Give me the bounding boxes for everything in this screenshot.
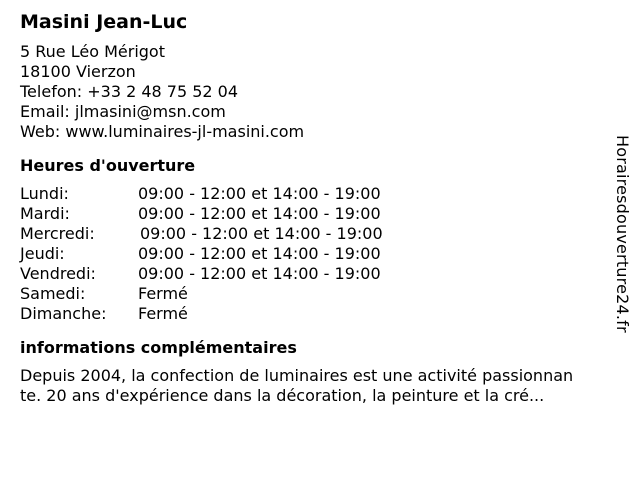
day-label: Jeudi: — [20, 244, 65, 263]
day-label: Vendredi: — [20, 264, 96, 283]
day-label: Lundi: — [20, 184, 69, 203]
hours-row-jeudi — [20, 244, 610, 264]
site-watermark: Horairesdouverture24.fr — [613, 135, 632, 333]
web-text: Web: www.luminaires-jl-masini.com — [20, 122, 305, 141]
hours-row-samedi — [20, 284, 610, 304]
day-hours: 09:00 - 12:00 et 14:00 - 19:00 — [138, 264, 381, 283]
info-description-line-2: te. 20 ans d'expérience dans la décoration, la peinture et la cré... — [20, 386, 545, 405]
hours-row-vendredi — [20, 264, 610, 284]
day-label: Dimanche: — [20, 304, 107, 323]
watermark-container — [600, 135, 640, 370]
day-hours: 09:00 - 12:00 et 14:00 - 19:00 — [138, 184, 381, 203]
hours-row-dimanche — [20, 304, 610, 324]
hours-row-mercredi — [20, 224, 610, 244]
day-hours: 09:00 - 12:00 et 14:00 - 19:00 — [140, 224, 383, 243]
day-hours: 09:00 - 12:00 et 14:00 - 19:00 — [138, 244, 381, 263]
day-label: Samedi: — [20, 284, 86, 303]
phone-text: Telefon: +33 2 48 75 52 04 — [20, 82, 239, 101]
business-card — [20, 10, 610, 406]
day-hours: 09:00 - 12:00 et 14:00 - 19:00 — [138, 204, 381, 223]
address-line-2: 18100 Vierzon — [20, 62, 136, 81]
email-text: Email: jlmasini@msn.com — [20, 102, 226, 121]
hours-heading: Heures d'ouverture — [20, 156, 196, 175]
info-description-line-1: Depuis 2004, la confection de luminaires est une activité passionnan — [20, 366, 574, 385]
day-label: Mardi: — [20, 204, 70, 223]
business-name: Masini Jean-Luc — [20, 11, 188, 33]
info-description — [20, 366, 610, 406]
hours-row-lundi — [20, 184, 610, 204]
day-label: Mercredi: — [20, 224, 95, 243]
day-hours: Fermé — [138, 304, 188, 323]
hours-row-mardi — [20, 204, 610, 224]
address-line-1: 5 Rue Léo Mérigot — [20, 42, 165, 61]
info-heading: informations complémentaires — [20, 338, 297, 357]
day-hours: Fermé — [138, 284, 188, 303]
